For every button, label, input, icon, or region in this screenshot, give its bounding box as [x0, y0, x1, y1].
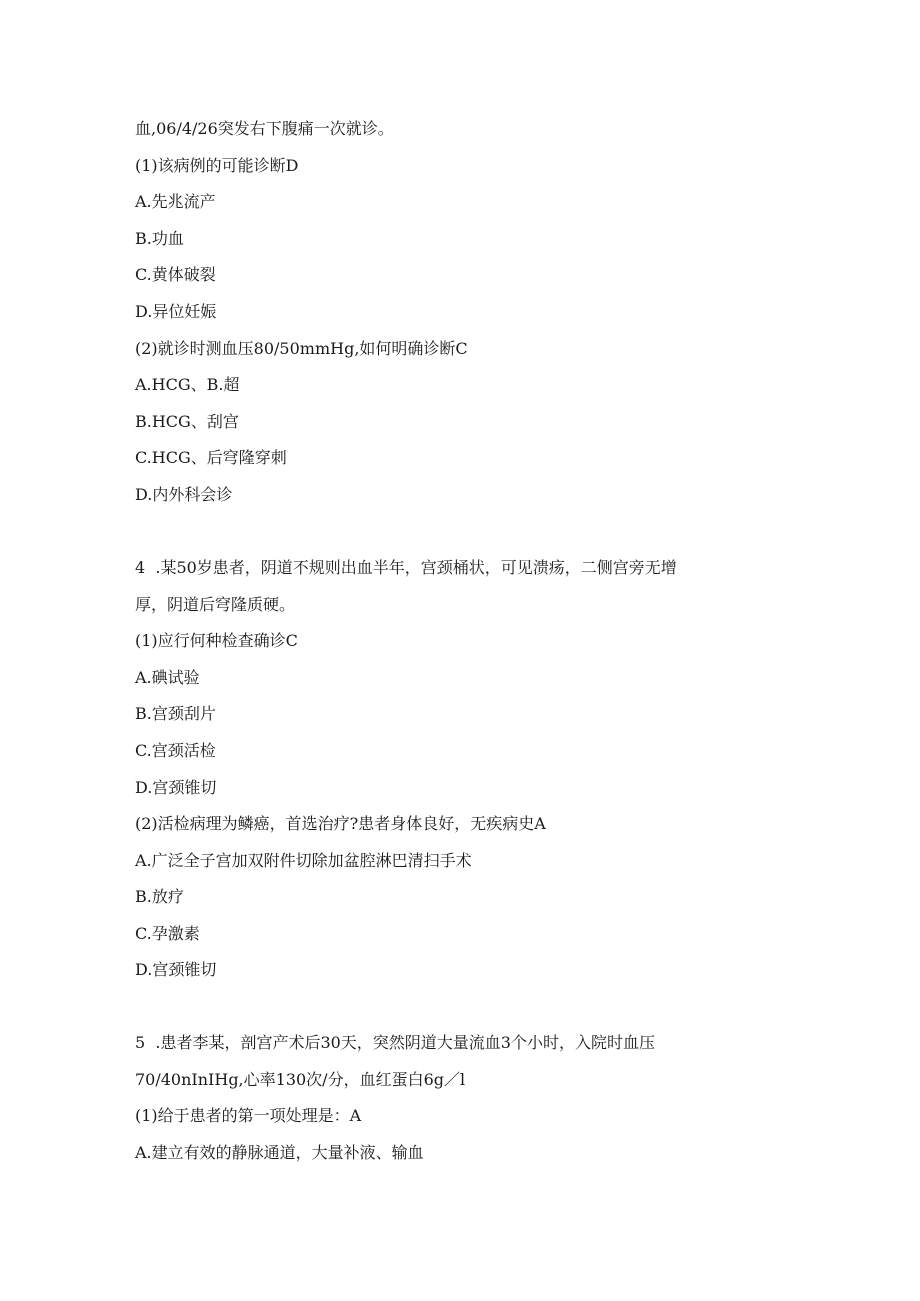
option-line: B.放疗: [135, 887, 184, 906]
option-line: B.功血: [135, 229, 184, 248]
option-line: A.建立有效的静脉通道，大量补液、输血: [135, 1143, 424, 1162]
case-line: 厚，阴道后穹隆质硬。: [135, 595, 296, 614]
option-line: A.碘试验: [135, 668, 200, 687]
option-line: A.先兆流产: [135, 192, 216, 211]
option-line: C.孕激素: [135, 924, 200, 943]
option-line: C.宫颈活检: [135, 741, 216, 760]
question-line: (2)就诊时测血压80/50mmHg,如何明确诊断C: [135, 339, 468, 358]
option-line: B.HCG、刮宫: [135, 412, 239, 431]
option-line: D.宫颈锥切: [135, 778, 217, 797]
option-line: C.黄体破裂: [135, 265, 216, 284]
case-line: 5 .患者李某，剖宫产术后30天，突然阴道大量流血3个小时，入院时血压: [135, 1033, 655, 1052]
case-line: 70/40nInIHg,心率130次/分，血红蛋白6g／l: [135, 1070, 466, 1089]
option-line: D.内外科会诊: [135, 485, 233, 504]
option-line: B.宫颈刮片: [135, 704, 216, 723]
question-line: (1)给于患者的第一项处理是：A: [135, 1106, 362, 1125]
question-line: (2)活检病理为鳞癌，首选治疗?患者身体良好，无疾病史A: [135, 814, 546, 833]
question-line: (1)该病例的可能诊断D: [135, 156, 299, 175]
case-line: 4 .某50岁患者，阴道不规则出血半年，宫颈桶状，可见溃疡，二侧宫旁无增: [135, 558, 677, 577]
option-line: A.HCG、B.超: [135, 375, 240, 394]
option-line: A.广泛全子宫加双附件切除加盆腔淋巴清扫手术: [135, 851, 472, 870]
option-line: C.HCG、后穹隆穿刺: [135, 448, 287, 467]
text-line: 血,06/4/26突发右下腹痛一次就诊。: [135, 119, 394, 138]
option-line: D.异位妊娠: [135, 302, 217, 321]
question-line: (1)应行何种检查确诊C: [135, 631, 298, 650]
option-line: D.宫颈锥切: [135, 960, 217, 979]
